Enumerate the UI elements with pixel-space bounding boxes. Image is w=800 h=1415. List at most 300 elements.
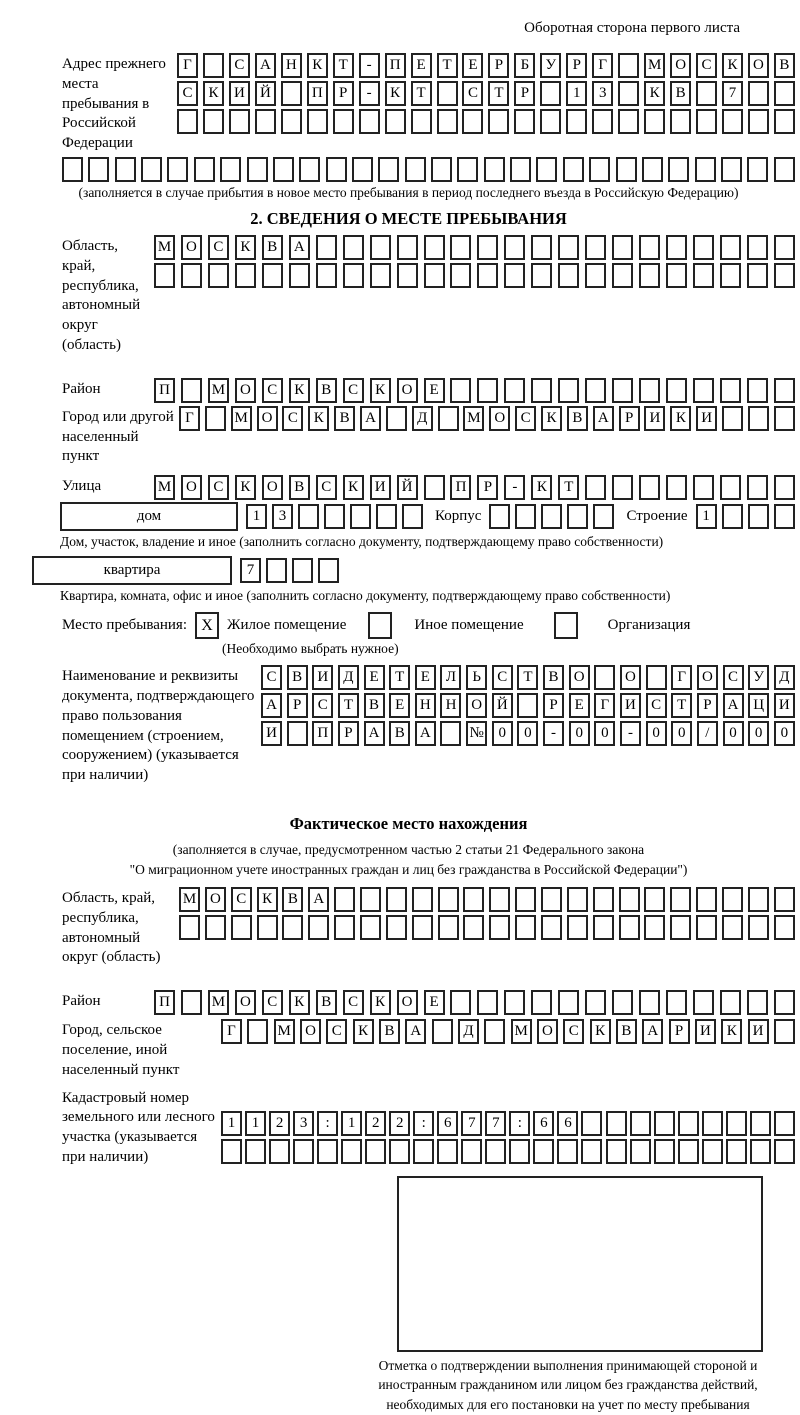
- char-cell[interactable]: Н: [440, 693, 461, 718]
- char-cell[interactable]: [266, 558, 287, 583]
- char-cell[interactable]: [450, 378, 471, 403]
- char-cell[interactable]: Р: [619, 406, 640, 431]
- char-cell[interactable]: [594, 665, 615, 690]
- char-cell[interactable]: [612, 263, 633, 288]
- char-cell[interactable]: С: [492, 665, 513, 690]
- char-cell[interactable]: В: [379, 1019, 400, 1044]
- char-cell[interactable]: О: [397, 378, 418, 403]
- char-cell[interactable]: [292, 558, 313, 583]
- char-cell[interactable]: [378, 157, 399, 182]
- char-cell[interactable]: [540, 109, 561, 134]
- char-cell[interactable]: [484, 157, 505, 182]
- char-cell[interactable]: 6: [533, 1111, 554, 1136]
- char-cell[interactable]: К: [235, 235, 256, 260]
- char-cell[interactable]: Т: [437, 53, 458, 78]
- char-cell[interactable]: №: [466, 721, 487, 746]
- char-cell[interactable]: [670, 109, 691, 134]
- char-cell[interactable]: И: [370, 475, 391, 500]
- char-cell[interactable]: К: [590, 1019, 611, 1044]
- char-cell[interactable]: К: [235, 475, 256, 500]
- char-cell[interactable]: А: [405, 1019, 426, 1044]
- char-cell[interactable]: [612, 475, 633, 500]
- char-cell[interactable]: К: [721, 1019, 742, 1044]
- char-cell[interactable]: В: [287, 665, 308, 690]
- char-cell[interactable]: О: [262, 475, 283, 500]
- char-cell[interactable]: [585, 990, 606, 1015]
- char-cell[interactable]: [504, 235, 525, 260]
- char-cell[interactable]: [592, 109, 613, 134]
- char-cell[interactable]: [235, 263, 256, 288]
- char-cell[interactable]: Ь: [466, 665, 487, 690]
- char-cell[interactable]: О: [620, 665, 641, 690]
- char-cell[interactable]: [721, 157, 742, 182]
- char-cell[interactable]: [558, 990, 579, 1015]
- char-cell[interactable]: [360, 915, 381, 940]
- char-cell[interactable]: Е: [411, 53, 432, 78]
- char-cell[interactable]: [181, 990, 202, 1015]
- char-cell[interactable]: [612, 235, 633, 260]
- char-cell[interactable]: М: [179, 887, 200, 912]
- char-cell[interactable]: Д: [458, 1019, 479, 1044]
- char-cell[interactable]: -: [504, 475, 525, 500]
- char-cell[interactable]: [281, 81, 302, 106]
- char-cell[interactable]: [693, 990, 714, 1015]
- char-cell[interactable]: [644, 887, 665, 912]
- char-cell[interactable]: [585, 235, 606, 260]
- char-cell[interactable]: И: [774, 693, 795, 718]
- char-cell[interactable]: [504, 263, 525, 288]
- char-cell[interactable]: [438, 406, 459, 431]
- char-cell[interactable]: В: [316, 378, 337, 403]
- char-cell[interactable]: [326, 157, 347, 182]
- char-cell[interactable]: Г: [592, 53, 613, 78]
- char-cell[interactable]: К: [370, 990, 391, 1015]
- char-cell[interactable]: М: [208, 990, 229, 1015]
- char-cell[interactable]: [316, 263, 337, 288]
- char-cell[interactable]: [62, 157, 83, 182]
- char-cell[interactable]: [343, 263, 364, 288]
- char-cell[interactable]: С: [462, 81, 483, 106]
- char-cell[interactable]: О: [300, 1019, 321, 1044]
- char-cell[interactable]: М: [511, 1019, 532, 1044]
- char-cell[interactable]: Г: [594, 693, 615, 718]
- char-cell[interactable]: С: [282, 406, 303, 431]
- char-cell[interactable]: [541, 504, 562, 529]
- char-cell[interactable]: [639, 378, 660, 403]
- char-cell[interactable]: [670, 887, 691, 912]
- char-cell[interactable]: [515, 915, 536, 940]
- char-cell[interactable]: [720, 235, 741, 260]
- char-cell[interactable]: М: [644, 53, 665, 78]
- char-cell[interactable]: [750, 1139, 771, 1164]
- char-cell[interactable]: 0: [594, 721, 615, 746]
- char-cell[interactable]: [593, 915, 614, 940]
- char-cell[interactable]: Е: [424, 990, 445, 1015]
- char-cell[interactable]: О: [397, 990, 418, 1015]
- char-cell[interactable]: Т: [389, 665, 410, 690]
- char-cell[interactable]: [269, 1139, 290, 1164]
- char-cell[interactable]: К: [370, 378, 391, 403]
- char-cell[interactable]: [722, 406, 743, 431]
- char-cell[interactable]: [450, 990, 471, 1015]
- char-cell[interactable]: П: [154, 990, 175, 1015]
- char-cell[interactable]: В: [670, 81, 691, 106]
- char-cell[interactable]: О: [235, 990, 256, 1015]
- char-cell[interactable]: [477, 263, 498, 288]
- char-cell[interactable]: К: [385, 81, 406, 106]
- char-cell[interactable]: [567, 887, 588, 912]
- char-cell[interactable]: [639, 235, 660, 260]
- char-cell[interactable]: [181, 378, 202, 403]
- char-cell[interactable]: [281, 109, 302, 134]
- char-cell[interactable]: [489, 504, 510, 529]
- char-cell[interactable]: [722, 887, 743, 912]
- char-cell[interactable]: Д: [412, 406, 433, 431]
- char-cell[interactable]: Р: [488, 53, 509, 78]
- char-cell[interactable]: 7: [722, 81, 743, 106]
- char-cell[interactable]: [557, 1139, 578, 1164]
- char-cell[interactable]: [654, 1139, 675, 1164]
- char-cell[interactable]: К: [289, 990, 310, 1015]
- char-cell[interactable]: [619, 915, 640, 940]
- char-cell[interactable]: 7: [461, 1111, 482, 1136]
- char-cell[interactable]: [606, 1139, 627, 1164]
- char-cell[interactable]: [748, 109, 769, 134]
- char-cell[interactable]: П: [307, 81, 328, 106]
- char-cell[interactable]: Е: [389, 693, 410, 718]
- char-cell[interactable]: Й: [397, 475, 418, 500]
- char-cell[interactable]: [585, 263, 606, 288]
- char-cell[interactable]: С: [231, 887, 252, 912]
- char-cell[interactable]: О: [257, 406, 278, 431]
- char-cell[interactable]: [287, 721, 308, 746]
- char-cell[interactable]: [678, 1139, 699, 1164]
- char-cell[interactable]: [484, 1019, 505, 1044]
- char-cell[interactable]: О: [181, 475, 202, 500]
- char-cell[interactable]: [581, 1139, 602, 1164]
- char-cell[interactable]: [432, 1019, 453, 1044]
- char-cell[interactable]: [385, 109, 406, 134]
- char-cell[interactable]: [431, 157, 452, 182]
- char-cell[interactable]: К: [644, 81, 665, 106]
- char-cell[interactable]: О: [569, 665, 590, 690]
- char-cell[interactable]: [668, 157, 689, 182]
- char-cell[interactable]: 0: [517, 721, 538, 746]
- char-cell[interactable]: [389, 1139, 410, 1164]
- char-cell[interactable]: [317, 1139, 338, 1164]
- char-cell[interactable]: [606, 1111, 627, 1136]
- char-cell[interactable]: [540, 81, 561, 106]
- char-cell[interactable]: К: [257, 887, 278, 912]
- char-cell[interactable]: Г: [179, 406, 200, 431]
- char-cell[interactable]: С: [262, 990, 283, 1015]
- char-cell[interactable]: 6: [437, 1111, 458, 1136]
- char-cell[interactable]: 3: [272, 504, 293, 529]
- char-cell[interactable]: 7: [485, 1111, 506, 1136]
- char-cell[interactable]: К: [308, 406, 329, 431]
- char-cell[interactable]: [341, 1139, 362, 1164]
- char-cell[interactable]: Й: [255, 81, 276, 106]
- char-cell[interactable]: С: [723, 665, 744, 690]
- char-cell[interactable]: [630, 1139, 651, 1164]
- char-cell[interactable]: [618, 109, 639, 134]
- char-cell[interactable]: А: [308, 887, 329, 912]
- char-cell[interactable]: С: [343, 990, 364, 1015]
- char-cell[interactable]: [386, 915, 407, 940]
- char-cell[interactable]: 0: [748, 721, 769, 746]
- char-cell[interactable]: О: [489, 406, 510, 431]
- char-cell[interactable]: [774, 475, 795, 500]
- char-cell[interactable]: [750, 1111, 771, 1136]
- char-cell[interactable]: [440, 721, 461, 746]
- char-cell[interactable]: К: [203, 81, 224, 106]
- char-cell[interactable]: М: [208, 378, 229, 403]
- char-cell[interactable]: 0: [774, 721, 795, 746]
- char-cell[interactable]: М: [274, 1019, 295, 1044]
- char-cell[interactable]: [696, 887, 717, 912]
- char-cell[interactable]: И: [644, 406, 665, 431]
- char-cell[interactable]: [666, 378, 687, 403]
- char-cell[interactable]: А: [723, 693, 744, 718]
- char-cell[interactable]: И: [261, 721, 282, 746]
- char-cell[interactable]: [567, 915, 588, 940]
- char-cell[interactable]: [257, 915, 278, 940]
- char-cell[interactable]: У: [540, 53, 561, 78]
- char-cell[interactable]: [693, 475, 714, 500]
- char-cell[interactable]: [334, 915, 355, 940]
- char-cell[interactable]: Ц: [748, 693, 769, 718]
- char-cell[interactable]: [531, 378, 552, 403]
- char-cell[interactable]: В: [316, 990, 337, 1015]
- char-cell[interactable]: [563, 157, 584, 182]
- char-cell[interactable]: [693, 378, 714, 403]
- char-cell[interactable]: [450, 235, 471, 260]
- char-cell[interactable]: [748, 887, 769, 912]
- char-cell[interactable]: С: [208, 475, 229, 500]
- char-cell[interactable]: О: [748, 53, 769, 78]
- char-cell[interactable]: [720, 378, 741, 403]
- char-cell[interactable]: [167, 157, 188, 182]
- char-cell[interactable]: [333, 109, 354, 134]
- char-cell[interactable]: [639, 475, 660, 500]
- char-cell[interactable]: [450, 263, 471, 288]
- char-cell[interactable]: Й: [492, 693, 513, 718]
- char-cell[interactable]: М: [231, 406, 252, 431]
- char-cell[interactable]: С: [326, 1019, 347, 1044]
- char-cell[interactable]: П: [312, 721, 333, 746]
- char-cell[interactable]: С: [208, 235, 229, 260]
- char-cell[interactable]: [616, 157, 637, 182]
- char-cell[interactable]: [748, 504, 769, 529]
- char-cell[interactable]: [245, 1139, 266, 1164]
- char-cell[interactable]: [774, 406, 795, 431]
- char-cell[interactable]: [360, 887, 381, 912]
- char-cell[interactable]: [666, 990, 687, 1015]
- char-cell[interactable]: [774, 1139, 795, 1164]
- char-cell[interactable]: [413, 1139, 434, 1164]
- char-cell[interactable]: 1: [245, 1111, 266, 1136]
- char-cell[interactable]: [644, 109, 665, 134]
- char-cell[interactable]: [289, 263, 310, 288]
- char-cell[interactable]: Д: [338, 665, 359, 690]
- char-cell[interactable]: [115, 157, 136, 182]
- char-cell[interactable]: [696, 915, 717, 940]
- char-cell[interactable]: С: [177, 81, 198, 106]
- char-cell[interactable]: П: [385, 53, 406, 78]
- char-cell[interactable]: [405, 157, 426, 182]
- char-cell[interactable]: [748, 915, 769, 940]
- char-cell[interactable]: [639, 263, 660, 288]
- char-cell[interactable]: [293, 1139, 314, 1164]
- char-cell[interactable]: К: [289, 378, 310, 403]
- char-cell[interactable]: [247, 1019, 268, 1044]
- char-cell[interactable]: Л: [440, 665, 461, 690]
- char-cell[interactable]: О: [537, 1019, 558, 1044]
- char-cell[interactable]: [666, 475, 687, 500]
- char-cell[interactable]: 0: [723, 721, 744, 746]
- char-cell[interactable]: [774, 235, 795, 260]
- char-cell[interactable]: В: [389, 721, 410, 746]
- char-cell[interactable]: [262, 263, 283, 288]
- char-cell[interactable]: [343, 235, 364, 260]
- char-cell[interactable]: С: [229, 53, 250, 78]
- char-cell[interactable]: -: [359, 53, 380, 78]
- char-cell[interactable]: С: [262, 378, 283, 403]
- char-cell[interactable]: [370, 263, 391, 288]
- char-cell[interactable]: [646, 665, 667, 690]
- char-cell[interactable]: [670, 915, 691, 940]
- char-cell[interactable]: [722, 109, 743, 134]
- char-cell[interactable]: О: [466, 693, 487, 718]
- char-cell[interactable]: [581, 1111, 602, 1136]
- char-cell[interactable]: [386, 887, 407, 912]
- char-cell[interactable]: [720, 475, 741, 500]
- char-cell[interactable]: 2: [269, 1111, 290, 1136]
- char-cell[interactable]: [255, 109, 276, 134]
- char-cell[interactable]: [397, 263, 418, 288]
- char-cell[interactable]: Т: [333, 53, 354, 78]
- char-cell[interactable]: К: [307, 53, 328, 78]
- char-cell[interactable]: Т: [411, 81, 432, 106]
- char-cell[interactable]: [747, 475, 768, 500]
- char-cell[interactable]: 6: [557, 1111, 578, 1136]
- char-cell[interactable]: [774, 990, 795, 1015]
- char-cell[interactable]: [412, 887, 433, 912]
- char-cell[interactable]: И: [695, 1019, 716, 1044]
- char-cell[interactable]: В: [774, 53, 795, 78]
- char-cell[interactable]: А: [255, 53, 276, 78]
- char-cell[interactable]: О: [235, 378, 256, 403]
- char-cell[interactable]: С: [515, 406, 536, 431]
- char-cell[interactable]: [536, 157, 557, 182]
- char-cell[interactable]: [350, 504, 371, 529]
- char-cell[interactable]: [774, 1019, 795, 1044]
- char-cell[interactable]: [504, 378, 525, 403]
- char-cell[interactable]: Т: [338, 693, 359, 718]
- char-cell[interactable]: А: [642, 1019, 663, 1044]
- char-cell[interactable]: 1: [696, 504, 717, 529]
- char-cell[interactable]: О: [697, 665, 718, 690]
- char-cell[interactable]: [666, 263, 687, 288]
- char-cell[interactable]: С: [316, 475, 337, 500]
- char-cell[interactable]: С: [343, 378, 364, 403]
- char-cell[interactable]: [644, 915, 665, 940]
- char-cell[interactable]: [488, 109, 509, 134]
- char-cell[interactable]: [612, 990, 633, 1015]
- char-cell[interactable]: 0: [492, 721, 513, 746]
- char-cell[interactable]: [585, 378, 606, 403]
- char-cell[interactable]: -: [359, 81, 380, 106]
- char-cell[interactable]: [477, 990, 498, 1015]
- char-cell[interactable]: [531, 235, 552, 260]
- char-cell[interactable]: Г: [221, 1019, 242, 1044]
- char-cell[interactable]: [774, 915, 795, 940]
- char-cell[interactable]: 3: [592, 81, 613, 106]
- char-cell[interactable]: Т: [488, 81, 509, 106]
- char-cell[interactable]: [748, 406, 769, 431]
- char-cell[interactable]: П: [450, 475, 471, 500]
- char-cell[interactable]: [531, 990, 552, 1015]
- char-cell[interactable]: [531, 263, 552, 288]
- char-cell[interactable]: [299, 157, 320, 182]
- char-cell[interactable]: [231, 915, 252, 940]
- char-cell[interactable]: 1: [341, 1111, 362, 1136]
- char-cell[interactable]: [402, 504, 423, 529]
- char-cell[interactable]: [630, 1111, 651, 1136]
- char-cell[interactable]: И: [748, 1019, 769, 1044]
- char-cell[interactable]: Д: [774, 665, 795, 690]
- char-cell[interactable]: Е: [364, 665, 385, 690]
- char-cell[interactable]: Е: [569, 693, 590, 718]
- char-cell[interactable]: [589, 157, 610, 182]
- char-cell[interactable]: И: [620, 693, 641, 718]
- char-cell[interactable]: [318, 558, 339, 583]
- char-cell[interactable]: [558, 235, 579, 260]
- char-cell[interactable]: [461, 1139, 482, 1164]
- char-cell[interactable]: М: [154, 475, 175, 500]
- char-cell[interactable]: [515, 504, 536, 529]
- char-cell[interactable]: [424, 475, 445, 500]
- char-cell[interactable]: [702, 1139, 723, 1164]
- char-cell[interactable]: [639, 990, 660, 1015]
- char-cell[interactable]: [438, 887, 459, 912]
- char-cell[interactable]: В: [364, 693, 385, 718]
- char-cell[interactable]: [411, 109, 432, 134]
- char-cell[interactable]: О: [181, 235, 202, 260]
- char-cell[interactable]: -: [543, 721, 564, 746]
- char-cell[interactable]: [696, 81, 717, 106]
- char-cell[interactable]: [702, 1111, 723, 1136]
- char-cell[interactable]: А: [593, 406, 614, 431]
- char-cell[interactable]: В: [334, 406, 355, 431]
- char-cell[interactable]: [695, 157, 716, 182]
- char-cell[interactable]: А: [261, 693, 282, 718]
- char-cell[interactable]: [194, 157, 215, 182]
- char-cell[interactable]: [412, 915, 433, 940]
- char-cell[interactable]: [308, 915, 329, 940]
- char-cell[interactable]: [541, 887, 562, 912]
- char-cell[interactable]: О: [670, 53, 691, 78]
- char-cell[interactable]: [517, 693, 538, 718]
- char-cell[interactable]: У: [748, 665, 769, 690]
- char-cell[interactable]: [693, 263, 714, 288]
- char-cell[interactable]: [424, 263, 445, 288]
- char-cell[interactable]: Т: [558, 475, 579, 500]
- char-cell[interactable]: В: [289, 475, 310, 500]
- char-cell[interactable]: [566, 109, 587, 134]
- char-cell[interactable]: Т: [517, 665, 538, 690]
- char-cell[interactable]: А: [364, 721, 385, 746]
